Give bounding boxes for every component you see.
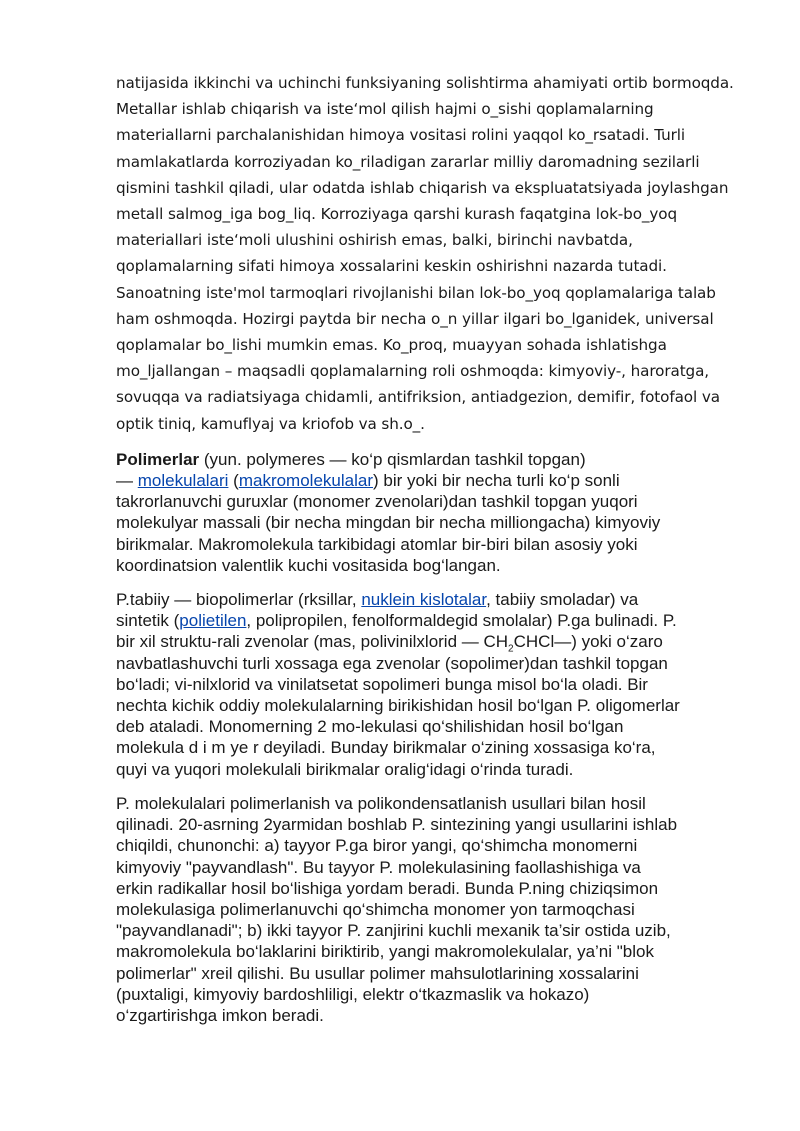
paragraph-polymer-synthesis	[116, 793, 744, 1026]
text-line: mamlakatlarda korroziyadan ko_riladigan zararlar milliy daromadning sezilarli	[116, 152, 700, 171]
text-line	[116, 610, 744, 631]
text-segment: (	[228, 471, 239, 491]
text-line	[116, 470, 744, 491]
text-line: o‘zgartirishga imkon beradi.	[116, 1005, 324, 1025]
text-line: qoplamalarning sifati himoya xossalarini keskin oshirishni nazarda tutadi.	[116, 257, 667, 276]
text-segment: bir xil struktu-rali zvenolar (mas, polivinilxlorid — CH	[116, 632, 509, 652]
text-line: mo_ljallangan – maqsadli qoplamalarning roli oshmoqda: kimyoviy-, haroratga,	[116, 362, 710, 381]
text-line: Sanoatning iste'mol tarmoqlari rivojlanishi bilan lok-bo_yoq qoplamalariga talab	[116, 283, 716, 302]
text-line: molekulyar massali (bir necha mingdan bir necha milliongacha) kimyoviy	[116, 513, 661, 533]
text-line: birikmalar. Makromolekula tarkibidagi atomlar bir-biri bilan asosiy yoki	[116, 534, 638, 554]
text-line: deb ataladi. Monomerning 2 mo-lekulasi qo‘shilishidan hosil bo‘lgan	[116, 717, 624, 737]
paragraph-polymer-types	[116, 589, 744, 780]
text-line: qismini tashkil qiladi, ular odatda ishlab chiqarish va ekspluatatsiyada joylashgan	[116, 178, 729, 197]
text-segment: , tabiiy smoladar) va	[486, 590, 639, 610]
link-polietilen[interactable]: polietilen	[179, 611, 247, 631]
term-polimerlar: Polimerlar	[116, 449, 200, 469]
text-line: qilinadi. 20-asrning 2yarmidan boshlab P. sintezining yangi usullarini ishlab	[116, 815, 678, 835]
text-segment: CHCl—) yoki o‘zaro	[513, 632, 663, 652]
text-segment: ) bir yoki bir necha turli ko‘p sonli	[373, 471, 620, 491]
text-line: navbatlashuvchi turli xossaga ega zvenolar (sopolimer)dan tashkil topgan	[116, 653, 668, 673]
text-line	[116, 589, 744, 610]
paragraph-coatings	[116, 70, 744, 437]
text-line: materiallari iste‘moli ulushini oshirish emas, balki, birinchi navbatda,	[116, 231, 633, 250]
link-nuklein-kislotalar[interactable]: nuklein kislotalar	[361, 590, 487, 610]
document-page	[116, 70, 744, 1039]
text-segment: , polipropilen, fenolformaldegid smolalar) P.ga bulinadi. P.	[246, 611, 677, 631]
text-line: Metallar ishlab chiqarish va iste‘mol qilish hajmi o_sishi qoplamalarning	[116, 100, 654, 119]
text-line: optik tiniq, kamuflyaj va kriofob va sh.o_.	[116, 414, 425, 433]
text-line: (puxtaligi, kimyoviy bardoshliligi, elektr o‘tkazmaslik va hokazo)	[116, 984, 590, 1004]
text-line: metall salmog_iga bog_liq. Korroziyaga qarshi kurash faqatgina lok-bo_yoq	[116, 205, 678, 224]
text-line: makromolekula bo‘laklarini biriktirib, yangi makromolekulalar, ya’ni "blok	[116, 942, 654, 962]
text-line: erkin radikallar hosil bo‘lishiga yordam beradi. Bunda P.ning chiziqsimon	[116, 878, 659, 898]
text-line: quyi va yuqori molekulali birikmalar oralig‘idagi o‘rinda turadi.	[116, 759, 574, 779]
text-line: sovuqqa va radiatsiyaga chidamli, antifriksion, antiadgezion, demifir, fotofaol va	[116, 388, 720, 407]
text-segment: —	[116, 471, 138, 491]
text-line	[116, 631, 744, 655]
text-line: bo‘ladi; vi-nilxlorid va vinilatsetat sopolimeri bunga misol bo‘la oladi. Bir	[116, 674, 648, 694]
text-segment: (yun. polymeres — ko‘p qismlardan tashkil topgan)	[199, 449, 586, 469]
text-line: polimerlar" xreil qilishi. Bu usullar polimer mahsulotlarining xossalarini	[116, 963, 639, 983]
paragraph-polymers-definition	[116, 449, 744, 576]
text-line: natijasida ikkinchi va uchinchi funksiyaning solishtirma ahamiyati ortib bormoqda.	[116, 74, 734, 92]
text-line	[116, 449, 744, 470]
text-line: chiqildi, chunonchi: a) tayyor P.ga biror yangi, qo‘shimcha monomerni	[116, 836, 638, 856]
text-segment: P.tabiiy — biopolimerlar (rksillar,	[116, 590, 362, 610]
text-line: nechta kichik oddiy molekulalarning birikishidan hosil bo‘lgan P. oligomerlar	[116, 696, 680, 716]
text-line: koordinatsion valentlik kuchi vositasida bog‘langan.	[116, 555, 501, 575]
text-line: qoplamalar bo_lishi mumkin emas. Ko_proq, muayyan sohada ishlatishga	[116, 336, 667, 355]
subscript: 2	[508, 643, 514, 655]
text-line: ham oshmoqda. Hozirgi paytda bir necha o_n yillar ilgari bo_lganidek, universal	[116, 309, 714, 328]
text-segment: sintetik (	[116, 611, 180, 631]
text-line: materiallarni parchalanishidan himoya vositasi rolini yaqqol ko_rsatadi. Turli	[116, 126, 686, 145]
text-line: molekulasiga polimerlanuvchi qo‘shimcha monomer yon tarmoqchasi	[116, 899, 635, 919]
text-line: kimyoviy "payvandlash". Bu tayyor P. molekulasining faollashishiga va	[116, 857, 641, 877]
link-molekulalari[interactable]: molekulalari	[137, 471, 229, 491]
text-line: P. molekulalari polimerlanish va polikondensatlanish usullari bilan hosil	[116, 793, 646, 813]
text-line: molekula d i m ye r deyiladi. Bunday birikmalar o‘zining xossasiga ko‘ra,	[116, 738, 656, 758]
text-line: takrorlanuvchi guruxlar (monomer zvenolari)dan tashkil topgan yuqori	[116, 492, 638, 512]
link-makromolekulalar[interactable]: makromolekulalar	[238, 471, 373, 491]
text-line: "payvandlanadi"; b) ikki tayyor P. zanjirini kuchli mexanik ta’sir ostida uzib,	[116, 921, 671, 941]
